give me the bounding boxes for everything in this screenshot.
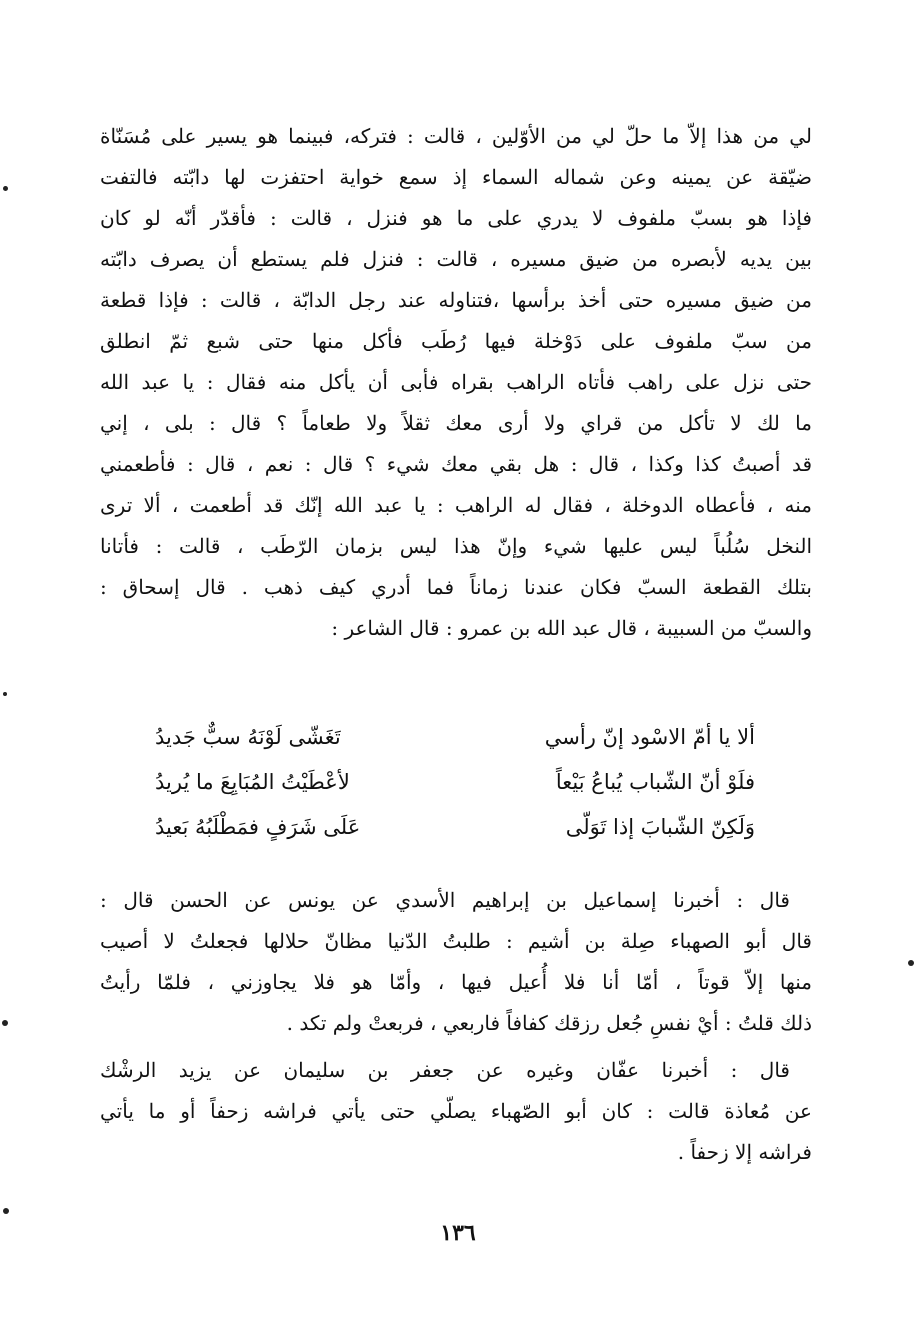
verse (155, 760, 755, 805)
text-line: بين يديه لأبصره من ضيق مسيره ، قالت : فنزل فلم يستطع أن يصرف دابّته (100, 247, 812, 271)
text-line: من سبّ ملفوف على دَوْخلة فيها رُطَب فأكل منها حتى شبع ثمّ انطلق (100, 329, 812, 353)
text-line: بتلك القطعة السبّ فكان عندنا زماناً فما أدري كيف ذهب . قال إسحاق : (100, 575, 812, 599)
text-line: قال أبو الصهباء صِلة بن أشيم : طلبتُ الدّنيا مظانّ حلالها فجعلتُ لا أصيب (100, 929, 812, 953)
text-line: حتى نزل على راهب فأتاه الراهب بقراه فأبى أن يأكل منه فقال : يا عبد الله (100, 370, 812, 394)
verse-first-hemistich: وَلَكِنّ الشّبابَ إذا تَوَلّى (565, 815, 755, 839)
text-line: قد أصبتُ كذا وكذا ، قال : هل بقي معك شيء ؟ قال : نعم ، قال : فأطعمني (100, 452, 812, 476)
text-line: ضيّقة عن يمينه وعن شماله السماء إذ سمع خواية احتفزت لها دابّته فالتفت (100, 165, 812, 189)
text-line: فإذا هو بسبّ ملفوف لا يدري على ما هو فنزل ، قالت : فأقدّر أنّه لو كان (100, 206, 812, 230)
text-line: عن مُعاذة قالت : كان أبو الصّهباء يصلّي حتى يأتي فراشه زحفاً أو ما يأتي (100, 1099, 812, 1123)
verse-first-hemistich: فلَوْ أنّ الشّباب يُباعُ بَيْعاً (555, 770, 755, 794)
text-line: ذلك قلتُ : أيْ نفسِ جُعل رزقك كفافاً فاربعي ، فربعتْ ولم تكد . (286, 1011, 812, 1035)
text-line: قال : أخبرنا إسماعيل بن إبراهيم الأسدي عن يونس عن الحسن قال : (100, 888, 790, 912)
text-line: ما لك لا تأكل من قراي ولا أرى معك ثقلاً ولا طعاماً ؟ قال : بلى ، إني (100, 411, 812, 435)
paragraph-muadha (100, 1050, 812, 1173)
text-line: منها إلاّ قوتاً ، أمّا أنا فلا أُعيل فيها ، وأمّا هو فلا يجاوزني ، فلمّا رأيتُ (100, 970, 812, 994)
text-line: فراشه إلا زحفاً . (677, 1140, 812, 1164)
margin-speck (3, 692, 7, 696)
margin-speck (3, 186, 8, 191)
paragraph-narrative (100, 116, 812, 649)
margin-speck (2, 1020, 8, 1026)
verse-first-hemistich: ألا يا أمّ الاسْود إنّ رأسي (544, 725, 755, 749)
verse-second-hemistich: عَلَى شَرَفٍ فمَطْلَبُهُ بَعيدُ (155, 815, 361, 839)
paragraph-abu-sahba (100, 880, 812, 1044)
margin-speck (3, 1208, 9, 1214)
verse-second-hemistich: لأعْطَيْتُ المُبَايِعَ ما يُريدُ (155, 770, 350, 794)
text-line: قال : أخبرنا عفّان وغيره عن جعفر بن سليمان عن يزيد الرشْك (100, 1058, 790, 1082)
margin-speck (908, 960, 914, 966)
verse-second-hemistich: تَغَشّى لَوْنَهُ سبٌّ جَديدُ (155, 725, 341, 749)
poem-verses (155, 715, 755, 850)
verse (155, 715, 755, 760)
text-line: منه ، فأعطاه الدوخلة ، فقال له الراهب : يا عبد الله إنّك قد أطعمت ، ألا ترى (100, 493, 812, 517)
text-line: لي من هذا إلاّ ما حلّ لي من الأوّلين ، قالت : فتركه، فبينما هو يسير على مُسَنّاة (100, 124, 812, 148)
text-line: والسبّ من السبيبة ، قال عبد الله بن عمرو : قال الشاعر : (331, 616, 812, 640)
text-line: النخل سُلُباً ليس عليها شيء وإنّ هذا ليس بزمان الرّطَب ، قالت : فأتانا (100, 534, 812, 558)
page-number: ١٣٦ (440, 1220, 476, 1246)
verse (155, 805, 755, 850)
text-line: من ضيق مسيره حتى أخذ برأسها ،فتناوله عند رجل الدابّة ، قالت : فإذا قطعة (100, 288, 812, 312)
